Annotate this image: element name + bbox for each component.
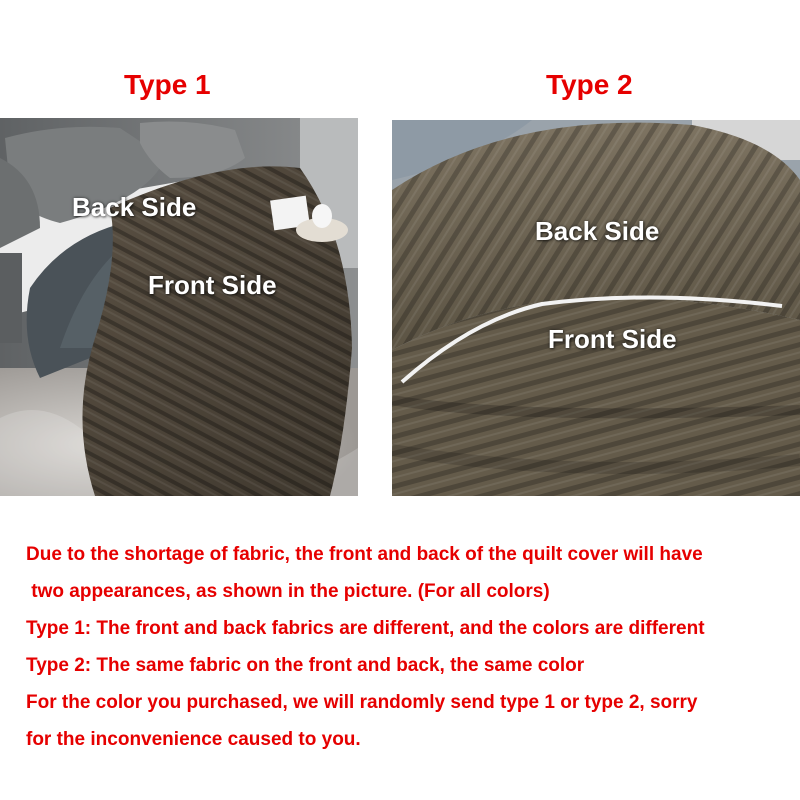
type2-quilt-illustration (392, 120, 800, 496)
type1-title: Type 1 (124, 69, 211, 100)
type2-title: Type 2 (546, 69, 633, 100)
notice-line: Type 2: The same fabric on the front and back, the same color (26, 655, 585, 676)
type1-back-side-label: Back Side (72, 192, 197, 222)
notice-line: Type 1: The front and back fabrics are different, and the colors are different (26, 618, 705, 639)
notice-line: two appearances, as shown in the picture. (For all colors) (26, 581, 550, 602)
type2-front-side-label: Front Side (548, 324, 677, 354)
type1-photo (0, 118, 358, 496)
notice-line: for the inconvenience caused to you. (26, 729, 361, 750)
notice-text (26, 536, 786, 758)
type1-bed-illustration (0, 118, 358, 496)
notice-line: For the color you purchased, we will randomly send type 1 or type 2, sorry (26, 692, 698, 713)
type2-back-side-label: Back Side (535, 216, 660, 246)
notice-line: Due to the shortage of fabric, the front and back of the quilt cover will have (26, 544, 703, 565)
type1-front-side-label: Front Side (148, 270, 277, 300)
type2-photo (392, 120, 800, 496)
